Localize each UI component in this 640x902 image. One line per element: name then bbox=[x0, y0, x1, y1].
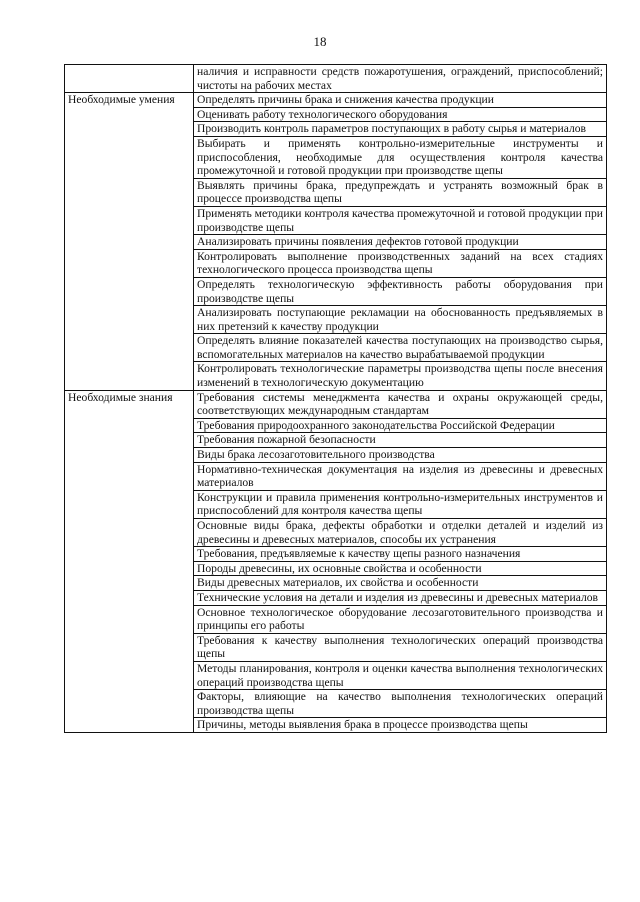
requirement-cell: Определять причины брака и снижения качества продукции bbox=[194, 93, 607, 108]
requirements-table bbox=[64, 64, 607, 733]
requirement-cell: наличия и исправности средств пожаротушения, ограждений, приспособлений; чистоты на рабочих местах bbox=[194, 65, 607, 93]
requirement-cell: Выявлять причины брака, предупреждать и устранять возможный брак в процессе производства щепы bbox=[194, 178, 607, 206]
requirement-cell: Породы древесины, их основные свойства и особенности bbox=[194, 561, 607, 576]
group-label-cell: Необходимые знания bbox=[65, 390, 194, 732]
requirement-cell: Анализировать причины появления дефектов готовой продукции bbox=[194, 235, 607, 250]
table-row bbox=[65, 93, 607, 108]
requirement-cell: Требования, предъявляемые к качеству щепы разного назначения bbox=[194, 547, 607, 562]
requirement-cell: Основное технологическое оборудование лесозаготовительного производства и принципы его работы bbox=[194, 605, 607, 633]
requirement-cell: Факторы, влияющие на качество выполнения технологических операций производства щепы bbox=[194, 690, 607, 718]
requirement-cell: Выбирать и применять контрольно-измерительные инструменты и приспособления, необходимые для осуществления контроля качества промежуточной и готовой продукции при производстве щепы bbox=[194, 136, 607, 178]
requirement-cell: Производить контроль параметров поступающих в работу сырья и материалов bbox=[194, 122, 607, 137]
requirement-cell: Конструкции и правила применения контрольно-измерительных инструментов и приспособлений для контроля качества щепы bbox=[194, 490, 607, 518]
table-row bbox=[65, 390, 607, 418]
table-row bbox=[65, 65, 607, 93]
requirement-cell: Требования природоохранного законодательства Российской Федерации bbox=[194, 418, 607, 433]
requirement-cell: Определять технологическую эффективность работы оборудования при производстве щепы bbox=[194, 277, 607, 305]
requirement-cell: Контролировать технологические параметры производства щепы после внесения изменений в технологическую документацию bbox=[194, 362, 607, 390]
requirement-cell: Требования системы менеджмента качества и охраны окружающей среды, соответствующих международным стандартам bbox=[194, 390, 607, 418]
requirement-cell: Виды брака лесозаготовительного производства bbox=[194, 448, 607, 463]
requirement-cell: Требования к качеству выполнения технологических операций производства щепы bbox=[194, 633, 607, 661]
requirement-cell: Технические условия на детали и изделия из древесины и древесных материалов bbox=[194, 590, 607, 605]
group-label-cell bbox=[65, 65, 194, 93]
requirement-cell: Методы планирования, контроля и оценки качества выполнения технологических операций производства щепы bbox=[194, 661, 607, 689]
requirement-cell: Причины, методы выявления брака в процессе производства щепы bbox=[194, 718, 607, 733]
requirement-cell: Анализировать поступающие рекламации на обоснованность предъявляемых в них претензий к качеству продукции bbox=[194, 306, 607, 334]
page-number: 18 bbox=[313, 34, 327, 49]
requirement-cell: Определять влияние показателей качества поступающих на производство сырья, вспомогательных материалов на качество вырабатываемой продукции bbox=[194, 334, 607, 362]
requirement-cell: Нормативно-техническая документация на изделия из древесины и древесных материалов bbox=[194, 462, 607, 490]
requirement-cell: Оценивать работу технологического оборудования bbox=[194, 107, 607, 122]
requirement-cell: Виды древесных материалов, их свойства и особенности bbox=[194, 576, 607, 591]
table-body bbox=[65, 65, 607, 733]
group-label-cell: Необходимые умения bbox=[65, 93, 194, 390]
requirement-cell: Основные виды брака, дефекты обработки и отделки деталей и изделий из древесины и древесных материалов, способы их устранения bbox=[194, 519, 607, 547]
requirement-cell: Контролировать выполнение производственных заданий на всех стадиях технологического процесса производства щепы bbox=[194, 249, 607, 277]
requirement-cell: Требования пожарной безопасности bbox=[194, 433, 607, 448]
requirement-cell: Применять методики контроля качества промежуточной и готовой продукции при производстве щепы bbox=[194, 206, 607, 234]
